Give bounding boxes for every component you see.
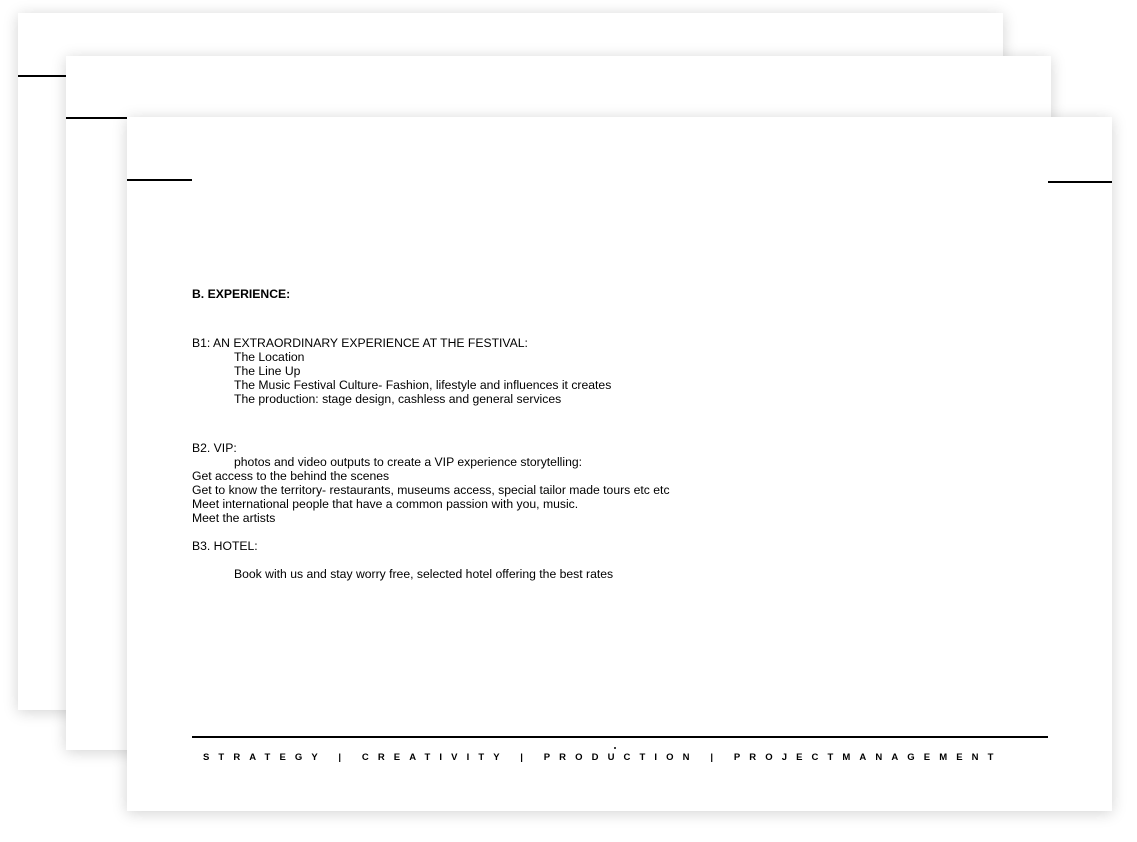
header-rule	[18, 75, 66, 77]
b2-title: B2. VIP:	[192, 441, 237, 455]
b1-item: The Location	[234, 350, 305, 364]
footer-tagline: STRATEGY | CREATIVITY | PRODUCTION | PROJECTMANAGEMENT	[203, 752, 1003, 763]
front-page	[127, 117, 1112, 811]
header-rule	[66, 117, 127, 119]
b2-item: Meet the artists	[192, 511, 276, 525]
b3-title: B3. HOTEL:	[192, 539, 258, 553]
page-content	[192, 287, 1012, 581]
header-rule-left	[127, 179, 192, 181]
b1-title: B1: AN EXTRAORDINARY EXPERIENCE AT THE FESTIVAL:	[192, 336, 528, 350]
b1-item: The Music Festival Culture- Fashion, lifestyle and influences it creates	[234, 378, 612, 392]
b2-item: Get to know the territory- restaurants, museums access, special tailor made tours etc etc	[192, 483, 670, 497]
footer-dot	[614, 747, 616, 749]
b3-text: Book with us and stay worry free, selected hotel offering the best rates	[234, 567, 614, 581]
section-heading: B. EXPERIENCE:	[192, 287, 291, 301]
b2-item: Get access to the behind the scenes	[192, 469, 390, 483]
b1-item: The Line Up	[234, 364, 301, 378]
b2-item: Meet international people that have a common passion with you, music.	[192, 497, 579, 511]
header-rule-right	[1048, 181, 1112, 183]
b2-intro: photos and video outputs to create a VIP experience storytelling:	[234, 455, 583, 469]
footer-rule	[192, 736, 1048, 738]
b1-item: The production: stage design, cashless and general services	[234, 392, 562, 406]
